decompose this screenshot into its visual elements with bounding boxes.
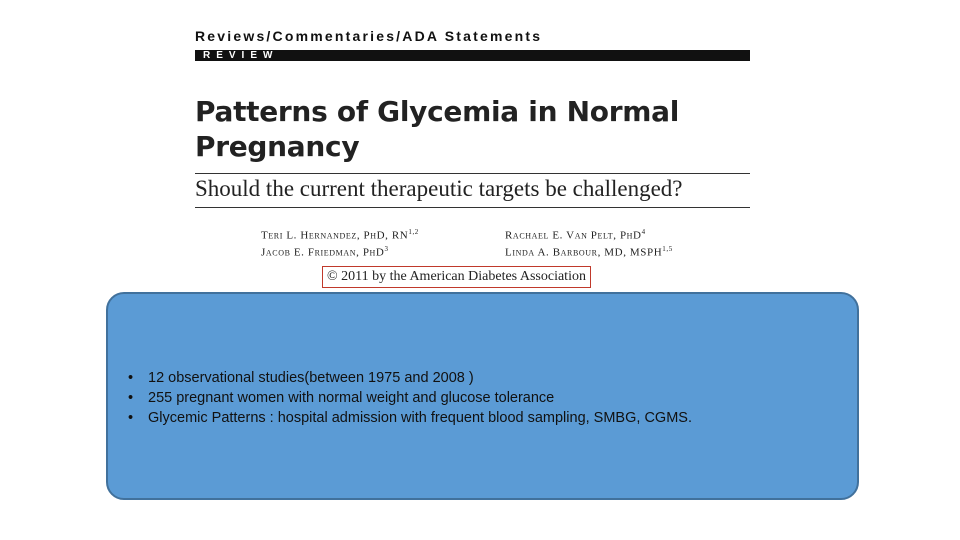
review-banner (195, 50, 750, 61)
journal-section-label: Reviews/Commentaries/ADA Statements (195, 28, 543, 44)
article-subtitle: Should the current therapeutic targets be challenged? (195, 176, 683, 201)
list-item: • Glycemic Patterns : hospital admission with frequent blood sampling, SMBG, CGMS. (128, 410, 692, 426)
author-name: Teri L. Hernandez, PhD, RN$^{1,2}$ (261, 228, 419, 242)
review-category-label: REVIEW (203, 50, 279, 61)
author-name: Rachael E. Van Pelt, PhD$^4$ (505, 228, 646, 242)
article-title: Patterns of Glycemia in Normal Pregnancy (195, 95, 680, 163)
title-divider-top (195, 173, 750, 174)
title-divider-bottom (195, 207, 750, 208)
author-column-left (261, 226, 419, 259)
summary-box (106, 292, 859, 500)
author-column-right (505, 226, 673, 259)
article-header-image (195, 28, 750, 293)
copyright-notice: © 2011 by the American Diabetes Association (322, 266, 591, 288)
bullet-icon: • (128, 410, 134, 426)
summary-bullet-list (128, 368, 692, 428)
bullet-icon: • (128, 390, 134, 406)
list-item: • 255 pregnant women with normal weight and glucose tolerance (128, 390, 555, 406)
list-item: • 12 observational studies(between 1975 and 2008 ) (128, 370, 474, 386)
author-name: Jacob E. Friedman, PhD$^3$ (261, 244, 389, 259)
bullet-icon: • (128, 370, 134, 386)
author-name: Linda A. Barbour, MD, MSPH$^{1,5}$ (505, 244, 673, 259)
